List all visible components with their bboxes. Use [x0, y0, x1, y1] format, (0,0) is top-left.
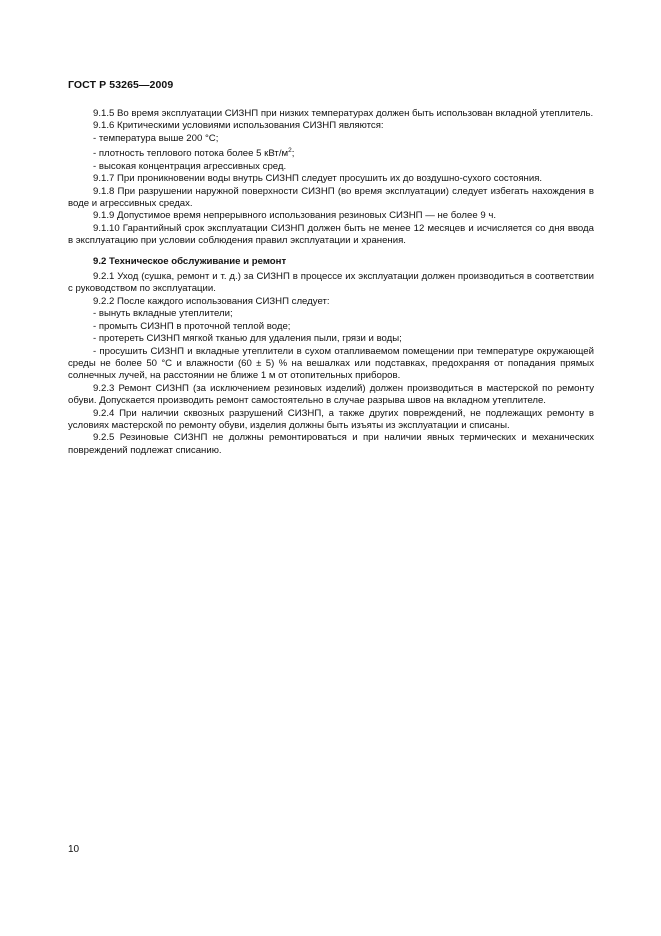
list-item: - просушить СИЗНП и вкладные утеплители в сухом отапливаемом помещении при температуре окружающей среды не более 50 °C и влажности (60 ± 5) % на вешалках или подставках, предохраняя от попадания прямых солнечных лучей, на расстоянии не ближе 1 м от отопительных приборов. [68, 345, 594, 382]
list-item: - температура выше 200 °C; [93, 132, 219, 144]
section-heading-9-2: 9.2 Техническое обслуживание и ремонт [93, 255, 287, 267]
list-item: - высокая концентрация агрессивных сред. [93, 160, 287, 172]
list-item-suffix: ; [291, 148, 295, 160]
superscript: 2 [288, 147, 292, 155]
paragraph-9-1-5: 9.1.5 Во время эксплуатации СИЗНП при низких температурах должен быть использован вкладной утеплитель. [93, 108, 594, 119]
list-item-text: - плотность теплового потока более 5 кВт/м [93, 148, 289, 160]
page-number: 10 [68, 844, 80, 855]
list-item: - промыть СИЗНП в проточной теплой воде; [93, 320, 291, 332]
document-header: ГОСТ Р 53265—2009 [68, 79, 174, 91]
paragraph-9-1-10: 9.1.10 Гарантийный срок эксплуатации СИЗНП должен быть не менее 12 месяцев и исчисляется со дня ввода в эксплуатацию при условии соблюдения правил эксплуатации и хранения. [68, 222, 594, 247]
paragraph-9-2-2: 9.2.2 После каждого использования СИЗНП следует: [93, 295, 330, 307]
document-body [68, 108, 594, 457]
list-item: - протереть СИЗНП мягкой тканью для удаления пыли, грязи и воды; [93, 333, 402, 345]
list-item: - вынуть вкладные утеплители; [93, 308, 233, 320]
paragraph-9-1-9: 9.1.9 Допустимое время непрерывного использования резиновых СИЗНП — не более 9 ч. [93, 210, 497, 222]
paragraph-9-2-4: 9.2.4 При наличии сквозных разрушений СИЗНП, а также других повреждений, не подлежащих ремонту в условиях мастерской по ремонту обуви, изделия должны быть изъяты из эксплуатации и списаны. [68, 407, 594, 431]
paragraph-9-1-7: 9.1.7 При проникновении воды внутрь СИЗНП следует просушить их до воздушно-сухого состояния. [93, 173, 543, 185]
paragraph-9-2-1: 9.2.1 Уход (сушка, ремонт и т. д.) за СИЗНП в процессе их эксплуатации должен производиться в соответствии с руководством по эксплуатации. [68, 271, 594, 295]
list-item [68, 145, 594, 161]
paragraph-9-1-8: 9.1.8 При разрушении наружной поверхности СИЗНП (во время эксплуатации) следует избегать нахождения в воде и агрессивных средах. [68, 185, 594, 210]
paragraph-9-2-3: 9.2.3 Ремонт СИЗНП (за исключением резиновых изделий) должен производиться в мастерской по ремонту обуви. Допускается производить ремонт самостоятельно в случае разрыва швов на вкладном утеплителе. [68, 382, 594, 407]
paragraph-9-1-6: 9.1.6 Критическими условиями использования СИЗНП являются: [93, 120, 384, 132]
paragraph-9-2-5: 9.2.5 Резиновые СИЗНП не должны ремонтироваться и при наличии явных термических и механических повреждений подлежат списанию. [68, 432, 594, 456]
